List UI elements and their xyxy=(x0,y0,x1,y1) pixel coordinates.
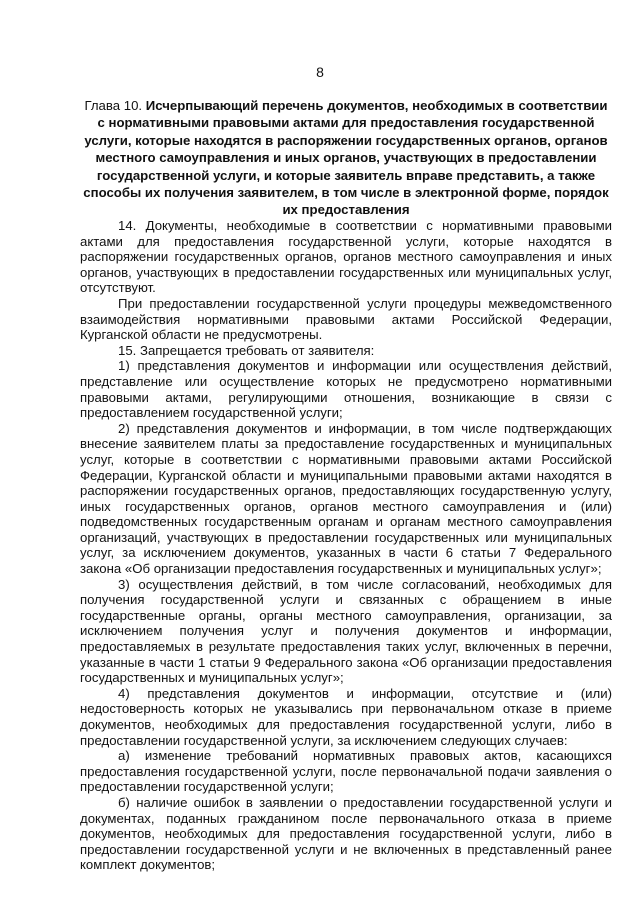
paragraph-14: 14. Документы, необходимые в соответствии с нормативными правовыми актами для предоставления государственной услуги, которые находятся в распоряжении государственных органов, органов местного самоуправления и иных органов, участвующих в предоставлении государственных или муниципальных услуг, отсутствуют. xyxy=(80,218,612,296)
list-item-3: 3) осуществления действий, в том числе согласований, необходимых для получения государственной услуги и связанных с обращением в иные государственные органы, органы местного самоуправления, организации, за исключением получения услуг и получения документов и информации, предоставляемых в результате предоставления таких услуг, включенных в перечни, указанные в части 1 статьи 9 Федерального закона «Об организации предоставления государственных и муниципальных услуг»; xyxy=(80,576,612,686)
paragraph-interagency: При предоставлении государственной услуги процедуры межведомственного взаимодействия нормативными правовыми актами Российской Федерации, Курганской области не предусмотрены. xyxy=(80,295,612,343)
list-item-4: 4) представления документов и информации, отсутствие и (или) недостоверность которых не указывались при первоначальном отказе в приеме документов, необходимых для предоставления государственной услуги, либо в предоставлении государственной услуги, за исключением следующих случаев: xyxy=(80,685,612,748)
paragraph-15: 15. Запрещается требовать от заявителя: xyxy=(118,342,375,358)
chapter-title: Исчерпывающий перечень документов, необходимых в соответствии с нормативными правовыми актами для предоставления государственной услуги, которые находятся в распоряжении государственных органов, органов местного самоуправления и иных органов, участвующих в предоставлении государственной услуги, и которые заявитель вправе представить, а также способы их получения заявителем, в том числе в электронной форме, порядок их предоставления xyxy=(83,98,609,218)
list-item-1: 1) представления документов и информации или осуществления действий, представление или осуществление которых не предусмотрено нормативными правовыми актами, регулирующими отношения, возникающие в связи с предоставлением государственной услуги; xyxy=(80,358,612,421)
page-number: 8 xyxy=(316,64,324,80)
body-text xyxy=(80,218,612,873)
sub-item-b: б) наличие ошибок в заявлении о предоставлении государственной услуги и документах, поданных гражданином после первоначального отказа в приеме документов, необходимых для предоставления государственной услуги, либо в предоставлении государственной услуги и не включенных в представленный ранее комплект документов; xyxy=(80,794,612,873)
chapter-heading xyxy=(80,97,612,219)
sub-item-a: а) изменение требований нормативных правовых актов, касающихся предоставления государственной услуги, после первоначальной подачи заявления о предоставлении государственной услуги; xyxy=(80,748,612,795)
list-item-2: 2) представления документов и информации, в том числе подтверждающих внесение заявителем платы за предоставление государственных и муниципальных услуг, которые в соответствии с нормативными правовыми актами Российской Федерации, Курганской области и муниципальными правовыми актами находятся в распоряжении государственных органов, предоставляющих государственную услугу, иных государственных органов, органов местного самоуправления и (или) подведомственных государственным органам и органам местного самоуправления организаций, участвующих в предоставлении государственных или муниципальных услуг, за исключением документов, указанных в части 6 статьи 7 Федерального закона «Об организации предоставления государственных и муниципальных услуг»; xyxy=(80,420,612,577)
chapter-label: Глава 10. xyxy=(84,98,143,113)
